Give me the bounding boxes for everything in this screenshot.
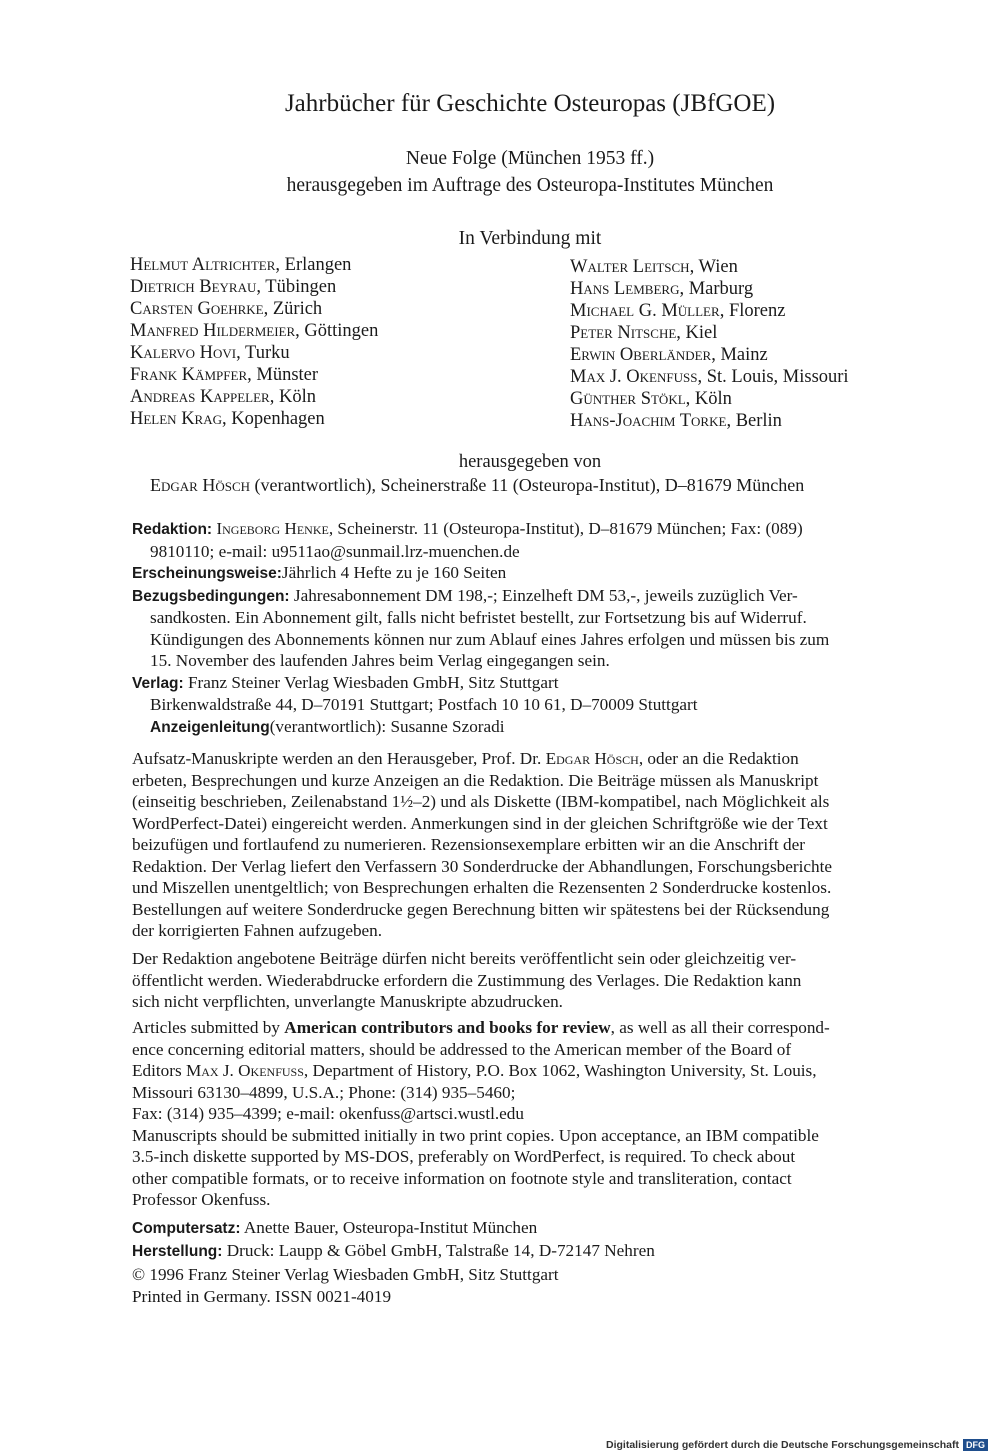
editor-item: Helmut Altrichter, Erlangen [130,255,352,275]
editor-item: Hans-Joachim Torke, Berlin [570,411,782,431]
editor-item: Frank Kämpfer, Münster [130,365,319,385]
editor-item: Walter Leitsch, Wien [570,257,738,277]
printed-line: Printed in Germany. ISSN 0021-4019 [132,1286,392,1306]
edited-by-line: Edgar Hösch (verantwortlich), Scheinerstraße 11 (Osteuropa-Institut), D–81679 München [150,475,805,495]
computersatz-line: Computersatz: Anette Bauer, Osteuropa-Institut München [132,1218,538,1237]
production-block [132,1217,934,1307]
series-line: Neue Folge (München 1953 ff.) [405,148,655,169]
journal-title: Jahrbücher für Geschichte Osteuropas (JBfGOE) [284,90,776,117]
editors-right-list [570,256,849,432]
in-connection-heading: In Verbindung mit [458,228,602,249]
editor-item: Carsten Goehrke, Zürich [130,299,323,319]
bezug-line-4: 15. November des laufenden Jahres beim Verlag eingegangen sein. [150,651,610,670]
editor-item: Helen Krag, Kopenhagen [130,409,325,429]
editor-item: Peter Nitsche, Kiel [570,323,718,343]
imprint-block [132,518,934,738]
publisher-line: herausgegeben im Auftrage des Osteuropa-Institutes München [286,175,774,196]
editor-item: Dietrich Beyrau, Tübingen [130,277,337,297]
verlag-line-2: Birkenwaldstraße 44, D–70191 Stuttgart; Postfach 10 10 61, D–70009 Stuttgart [150,695,698,714]
editors-left-list [130,254,378,430]
editor-item: Max J. Okenfuss, St. Louis, Missouri [570,367,849,387]
publication-paragraph-de: Der Redaktion angebotene Beiträge dürfen nicht bereits veröffentlicht sein oder gleichzeitig ver- öffentlicht werden. Wiederabdrucke erfordern die Zustimmung des Verlages. Die Redaktion kann sich nicht verpflichten, unverlangte Manuskripte abzudrucken. [132,949,802,1011]
editor-item: Michael G. Müller, Florenz [570,301,786,321]
footer-text: Digitalisierung gefördert durch die Deutsche Forschungsgemeinschaft [606,1439,959,1451]
editor-item: Erwin Oberländer, Mainz [570,345,768,365]
bezug-line: Bezugsbedingungen: Jahresabonnement DM 198,-; Einzelheft DM 53,-, jeweils zuzüglich Ver- [132,585,798,605]
redaktion-line: Redaktion: Ingeborg Henke, Scheinerstr. 11 (Osteuropa-Institut), D–81679 München; Fax: (089) [132,519,803,538]
dfg-logo: DFG [963,1439,988,1451]
verlag-line: Verlag: Franz Steiner Verlag Wiesbaden GmbH, Sitz Stuttgart [132,672,559,692]
submission-paragraph-en: Articles submitted by American contributors and books for review, as well as all their correspond- ence concerning editorial matters, should be addressed to the American member of the Board of Editors Max J. Okenfuss, Department of History, P.O. Box 1062, Washington University, St. Louis, Missouri 63130–4899, U.S.A.; Phone: (314) 935–5460; Fax: (314) 935–4399; e-mail: okenfuss@artsci.wustl.edu Manuscripts should be submitted initially in two print copies. Upon acceptance, an IBM compatible 3.5-inch diskette supported by MS-DOS, preferably on WordPerfect, is required. To check about other compatible formats, or to receive information on footnote style and transliteration, contact Professor Okenfuss. [132,1018,830,1209]
submission-paragraph-de: Aufsatz-Manuskripte werden an den Herausgeber, Prof. Dr. Edgar Hösch, oder an die Redaktion erbeten, Besprechungen und kurze Anzeigen an die Redaktion. Die Beiträge müssen als Manuskript (einseitig beschrieben, Zeilenabstand 1½–2) und als Diskette (IBM-kompatibel, nach Möglichkeit als WordPerfect-Datei) eingereicht werden. Anmerkungen sind in der gleichen Schriftgröße wie der Text beizufügen und fortlaufend zu numerieren. Rezensionsexemplare erbitten wir an die Anschrift der Redaktion. Der Verlag liefert den Verfassern 30 Sonderdrucke der Abhandlungen, Forschungsberichte und Miszellen unentgeltlich; von Besprechungen erhalten die Rezensenten 2 Sonderdrucke kostenlos. Bestellungen auf weitere Sonderdrucke gegen Berechnung bitten wir spätestens bei der Rücksendung der korrigierten Fahnen aufzugeben. [132,749,833,940]
edited-by-heading: herausgegeben von [458,452,602,472]
bezug-line-3: Kündigungen des Abonnements können nur zum Ablauf eines Jahres erfolgen und müssen bis zum [150,629,830,649]
editor-item: Hans Lemberg, Marburg [570,279,754,299]
herstellung-line: Herstellung: Druck: Laupp & Göbel GmbH, Talstraße 14, D-72147 Nehren [132,1240,655,1260]
copyright-line: © 1996 Franz Steiner Verlag Wiesbaden GmbH, Sitz Stuttgart [132,1265,559,1284]
bezug-line-2: sandkosten. Ein Abonnement gilt, falls nicht befristet bestellt, zur Fortsetzung bis auf Widerruf. [150,608,807,627]
digitization-footer [606,1439,988,1451]
editor-item: Andreas Kappeler, Köln [130,387,316,407]
erscheinung-line: Erscheinungsweise:Jährlich 4 Hefte zu je 160 Seiten [132,563,507,582]
editor-item: Manfred Hildermeier, Göttingen [130,321,379,341]
editor-item: Kalervo Hovi, Turku [130,343,290,363]
editor-item: Günther Stökl, Köln [570,389,732,409]
redaktion-line-2: 9810110; e-mail: u9511ao@sunmail.lrz-muenchen.de [150,541,520,561]
anzeigen-line: Anzeigenleitung(verantwortlich): Susanne Szoradi [150,716,505,736]
